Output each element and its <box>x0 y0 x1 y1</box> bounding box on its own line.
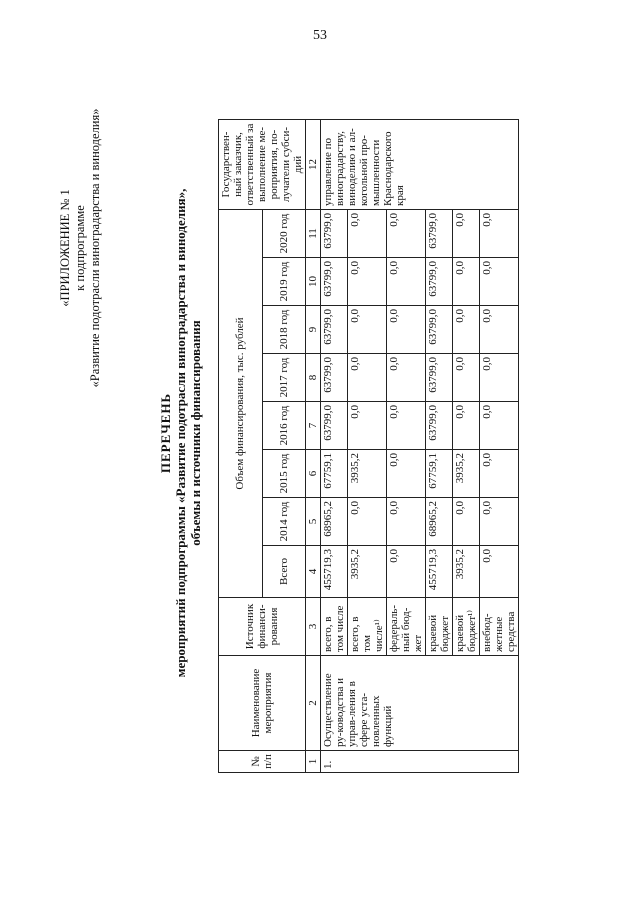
amount-cell: 63799,0 <box>426 209 453 257</box>
col-number: 2 <box>306 655 321 750</box>
amount-cell: 0,0 <box>348 497 387 545</box>
header-year: 2015 год <box>262 449 306 497</box>
financing-table <box>218 119 519 773</box>
heading-line-3: объемы и источники финансирования <box>188 319 203 546</box>
header-row-1 <box>219 119 263 772</box>
amount-cell: 0,0 <box>348 209 387 257</box>
amount-cell: 0,0 <box>480 305 519 353</box>
amount-cell: 63799,0 <box>426 401 453 449</box>
financing-source: всего, в том числе <box>321 597 348 655</box>
header-source: Источник финанси-рования <box>219 597 306 655</box>
financing-source: федераль-ный бюд-жет <box>387 597 426 655</box>
financing-source: краевой бюджет <box>426 597 453 655</box>
header-name: Наименование мероприятия <box>219 655 306 750</box>
amount-cell: 63799,0 <box>321 305 348 353</box>
page-number: 53 <box>313 28 327 43</box>
customer-cell: управление по виноградарству, виноделию и ал-когольной про-мышленности Краснодарского края <box>321 119 519 209</box>
amount-cell: 0,0 <box>348 305 387 353</box>
appendix-line-2: к подпрограмме <box>73 204 87 291</box>
amount-cell: 3935,2 <box>348 449 387 497</box>
amount-cell: 0,0 <box>480 545 519 597</box>
amount-cell: 0,0 <box>480 497 519 545</box>
amount-cell: 0,0 <box>387 497 426 545</box>
header-year: 2014 год <box>262 497 306 545</box>
header-num: № п/п <box>219 750 306 772</box>
amount-cell: 63799,0 <box>321 353 348 401</box>
amount-cell: 0,0 <box>348 401 387 449</box>
amount-cell: 63799,0 <box>321 257 348 305</box>
col-number: 10 <box>306 257 321 305</box>
amount-cell: 455719,3 <box>321 545 348 597</box>
col-number: 9 <box>306 305 321 353</box>
amount-cell: 0,0 <box>453 353 480 401</box>
amount-cell: 3935,2 <box>453 545 480 597</box>
amount-cell: 0,0 <box>387 545 426 597</box>
financing-source: внебюд-жетные средства <box>480 597 519 655</box>
amount-cell: 63799,0 <box>426 353 453 401</box>
col-number: 4 <box>306 545 321 597</box>
financing-source: краевой бюджет¹⁾ <box>453 597 480 655</box>
header-customer: Государствен-ный заказчик, ответственный за выполнение ме-роприятия, по-лучатели субси-дий <box>219 119 306 209</box>
amount-cell: 0,0 <box>453 257 480 305</box>
header-year: 2020 год <box>262 209 306 257</box>
header-year: 2016 год <box>262 401 306 449</box>
amount-cell: 0,0 <box>480 209 519 257</box>
amount-cell: 68965,2 <box>321 497 348 545</box>
amount-cell: 67759,1 <box>321 449 348 497</box>
amount-cell: 0,0 <box>453 209 480 257</box>
header-year: 2019 год <box>262 257 306 305</box>
header-volume: Объем финансирования, тыс. рублей <box>219 209 263 597</box>
appendix-line-1: «ПРИЛОЖЕНИЕ № 1 <box>58 188 72 307</box>
amount-cell: 0,0 <box>387 305 426 353</box>
amount-cell: 0,0 <box>480 449 519 497</box>
col-number: 8 <box>306 353 321 401</box>
col-number: 1 <box>306 750 321 772</box>
heading-title: ПЕРЕЧЕНЬ <box>158 392 173 473</box>
col-number: 11 <box>306 209 321 257</box>
amount-cell: 0,0 <box>387 353 426 401</box>
row-number: 1. <box>321 750 519 772</box>
appendix-line-3: «Развитие подотрасли виноградарства и виноделия» <box>88 108 102 387</box>
amount-cell: 68965,2 <box>426 497 453 545</box>
col-number: 6 <box>306 449 321 497</box>
amount-cell: 0,0 <box>348 353 387 401</box>
amount-cell: 0,0 <box>387 401 426 449</box>
table-body <box>321 119 519 772</box>
amount-cell: 455719,3 <box>426 545 453 597</box>
amount-cell: 63799,0 <box>426 257 453 305</box>
amount-cell: 3935,2 <box>453 449 480 497</box>
document-heading <box>158 143 203 723</box>
amount-cell: 0,0 <box>387 209 426 257</box>
amount-cell: 63799,0 <box>321 209 348 257</box>
amount-cell: 3935,2 <box>348 545 387 597</box>
amount-cell: 0,0 <box>453 497 480 545</box>
col-number: 12 <box>306 119 321 209</box>
amount-cell: 0,0 <box>387 257 426 305</box>
header-year: 2018 год <box>262 305 306 353</box>
amount-cell: 67759,1 <box>426 449 453 497</box>
financing-source: всего, в том числе¹⁾ <box>348 597 387 655</box>
amount-cell: 0,0 <box>453 401 480 449</box>
col-number: 7 <box>306 401 321 449</box>
amount-cell: 63799,0 <box>321 401 348 449</box>
header-total: Всего <box>262 545 306 597</box>
col-number: 3 <box>306 597 321 655</box>
table-row <box>321 119 348 772</box>
amount-cell: 0,0 <box>480 353 519 401</box>
amount-cell: 0,0 <box>348 257 387 305</box>
appendix-block <box>58 83 103 413</box>
column-number-row <box>306 119 321 772</box>
col-number: 5 <box>306 497 321 545</box>
amount-cell: 0,0 <box>480 401 519 449</box>
measure-name: Осуществление ру-ководства и управ-ления в сфере уста-новленных функций <box>321 655 519 750</box>
header-year: 2017 год <box>262 353 306 401</box>
heading-line-2: мероприятий подпрограммы «Развитие подотрасли виноградарства и виноделия», <box>173 188 188 677</box>
amount-cell: 0,0 <box>453 305 480 353</box>
amount-cell: 0,0 <box>387 449 426 497</box>
amount-cell: 0,0 <box>480 257 519 305</box>
amount-cell: 63799,0 <box>426 305 453 353</box>
rotated-sheet <box>50 63 590 843</box>
